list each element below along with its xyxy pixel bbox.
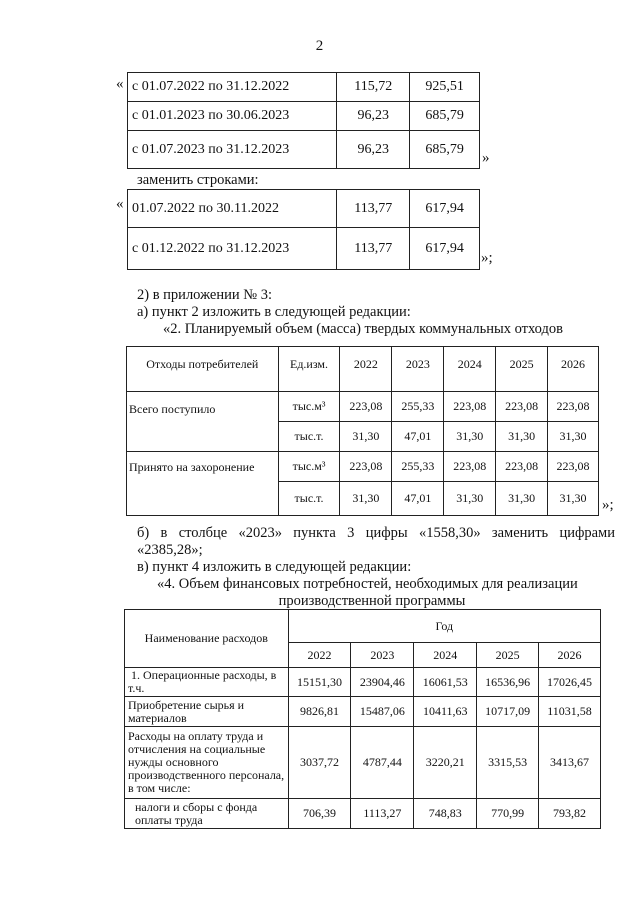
unit-cell: тыс.м³ [278,452,340,482]
value-cell: 3413,67 [539,727,601,799]
table-row [125,727,601,799]
open-quote: « [116,196,124,212]
period-cell: с 01.07.2023 по 31.12.2023 [128,131,337,169]
value-cell: 3220,21 [414,727,477,799]
value-cell: 748,83 [414,799,477,829]
value-cell: 770,99 [477,799,539,829]
value-cell: 113,77 [337,190,410,228]
paragraph-2: 2) в приложении № 3: [137,287,272,303]
value-cell: 47,01 [392,482,444,516]
table-row [128,228,480,270]
expense-name-cell: Приобретение сырья и материалов [125,697,289,727]
paragraph-b-line2: «2385,28»; [137,542,203,558]
value-cell: 223,08 [340,452,392,482]
value-cell: 223,08 [548,452,599,482]
table-row [125,697,601,727]
header-year-cell: Год [288,610,600,643]
value-cell: 31,30 [496,422,548,452]
value-cell: 11031,58 [539,697,601,727]
value-cell: 31,30 [444,482,496,516]
value-cell: 10717,09 [477,697,539,727]
value-cell: 793,82 [539,799,601,829]
unit-cell: тыс.т. [278,422,340,452]
group-label: Всего поступило [127,392,279,452]
value-cell: 10411,63 [414,697,477,727]
section-4-title-line1: «4. Объем финансовых потребностей, необходимых для реализации [157,576,578,592]
value-cell: 31,30 [444,422,496,452]
expense-name-cell: налоги и сборы с фонда оплаты труда [125,799,289,829]
value-cell: 3315,53 [477,727,539,799]
table-row [125,799,601,829]
paragraph-c: в) пункт 4 изложить в следующей редакции: [137,559,412,575]
group-label: Принято на захоронение [127,452,279,516]
value-cell: 96,23 [337,102,410,131]
header-cell: 2024 [444,347,496,392]
value-cell: 617,94 [410,228,480,270]
header-cell: Отходы потребителей [127,347,279,392]
table-row [128,190,480,228]
year-cell: 2026 [539,643,601,668]
expense-name-cell: Расходы на оплату труда и отчисления на социальные нужды основного производственного персонала, в том числе: [125,727,289,799]
financial-needs-table [124,609,601,829]
open-quote: « [116,76,124,92]
period-cell: с 01.01.2023 по 30.06.2023 [128,102,337,131]
paragraph-b-line1: б) в столбце «2023» пункта 3 цифры «1558,30» заменить цифрами [137,525,615,541]
header-name-cell: Наименование расходов [125,610,289,668]
year-cell: 2024 [414,643,477,668]
value-cell: 685,79 [410,131,480,169]
value-cell: 223,08 [340,392,392,422]
replace-text: заменить строками: [137,172,259,188]
expense-name-cell: 1. Операционные расходы, в т.ч. [125,668,289,697]
value-cell: 31,30 [340,422,392,452]
unit-cell: тыс.м³ [278,392,340,422]
value-cell: 223,08 [496,392,548,422]
value-cell: 23904,46 [351,668,414,697]
tariff-table-old [127,72,480,169]
period-cell: с 01.12.2022 по 31.12.2023 [128,228,337,270]
value-cell: 16061,53 [414,668,477,697]
table-header-row [125,610,601,643]
value-cell: 925,51 [410,73,480,102]
tariff-table-new [127,189,480,270]
page-number: 2 [315,38,324,54]
value-cell: 31,30 [548,422,599,452]
value-cell: 223,08 [444,392,496,422]
year-cell: 2022 [288,643,351,668]
section-2-title: «2. Планируемый объем (масса) твердых коммунальных отходов [163,321,563,337]
value-cell: 15487,06 [351,697,414,727]
unit-cell: тыс.т. [278,482,340,516]
value-cell: 706,39 [288,799,351,829]
value-cell: 617,94 [410,190,480,228]
header-cell: 2025 [496,347,548,392]
value-cell: 31,30 [496,482,548,516]
table-row [128,131,480,169]
close-quote: »; [481,250,493,266]
close-quote: » [482,150,490,166]
value-cell: 47,01 [392,422,444,452]
value-cell: 17026,45 [539,668,601,697]
header-cell: 2022 [340,347,392,392]
value-cell: 255,33 [392,452,444,482]
value-cell: 115,72 [337,73,410,102]
value-cell: 1113,27 [351,799,414,829]
year-cell: 2023 [351,643,414,668]
value-cell: 4787,44 [351,727,414,799]
header-cell: 2026 [548,347,599,392]
year-cell: 2025 [477,643,539,668]
period-cell: с 01.07.2022 по 31.12.2022 [128,73,337,102]
table-row [128,102,480,131]
paragraph-a: а) пункт 2 изложить в следующей редакции: [137,304,411,320]
waste-volume-table [126,346,599,516]
table-row [127,452,599,482]
value-cell: 96,23 [337,131,410,169]
value-cell: 15151,30 [288,668,351,697]
section-4-title-line2: производственной программы [278,593,466,609]
header-cell: Ед.изм. [278,347,340,392]
value-cell: 113,77 [337,228,410,270]
value-cell: 223,08 [496,452,548,482]
value-cell: 31,30 [340,482,392,516]
close-quote: »; [602,497,614,513]
table-row [127,392,599,422]
value-cell: 3037,72 [288,727,351,799]
table-header-row [127,347,599,392]
value-cell: 16536,96 [477,668,539,697]
value-cell: 223,08 [548,392,599,422]
value-cell: 223,08 [444,452,496,482]
value-cell: 9826,81 [288,697,351,727]
table-row [125,668,601,697]
header-cell: 2023 [392,347,444,392]
value-cell: 31,30 [548,482,599,516]
value-cell: 685,79 [410,102,480,131]
value-cell: 255,33 [392,392,444,422]
period-cell: 01.07.2022 по 30.11.2022 [128,190,337,228]
table-row [128,73,480,102]
